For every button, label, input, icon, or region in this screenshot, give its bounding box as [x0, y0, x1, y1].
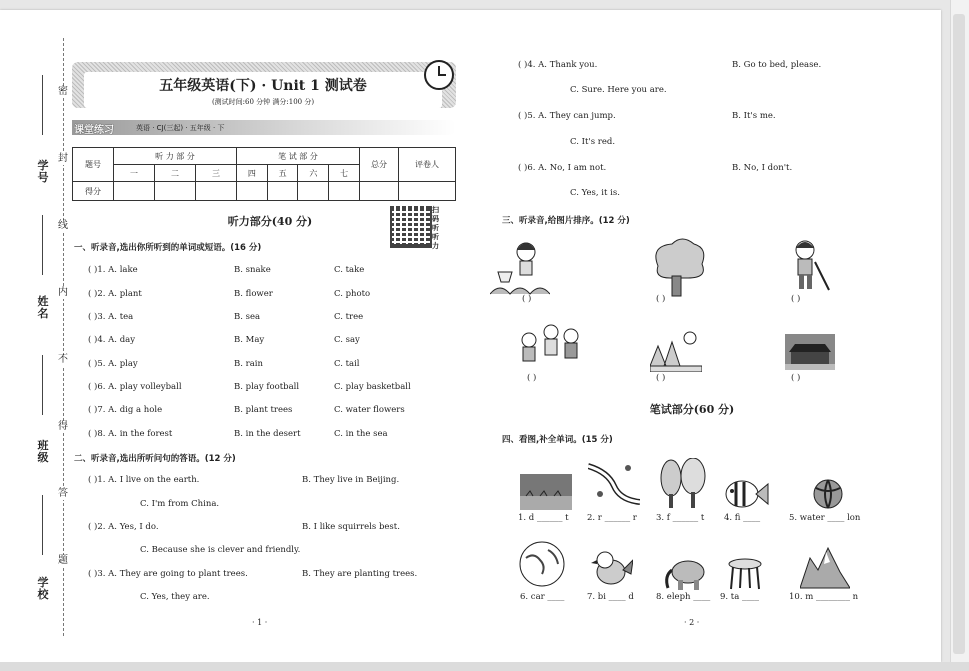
listening-section-title: 听力部分(40 分)	[227, 215, 313, 228]
p1-q5-a: ( )5. A. play	[88, 359, 138, 369]
seal-char: 题	[58, 555, 68, 566]
score-cell[interactable]	[196, 182, 237, 201]
word-blank-3[interactable]: 3. f ______ t	[656, 513, 705, 523]
col-number: 六	[298, 165, 329, 182]
girl-watering-picture	[490, 238, 550, 296]
score-cell[interactable]	[155, 182, 196, 201]
alarm-clock-icon	[424, 60, 454, 90]
qr-code-pattern	[390, 206, 428, 244]
mountain-picture	[800, 546, 850, 590]
brand-logo: 课堂练习	[74, 125, 114, 136]
seal-char: 不	[58, 354, 68, 365]
page-number: · 1 ·	[252, 618, 268, 627]
p2-q6-c: C. Yes, it is.	[570, 188, 620, 198]
horizontal-scrollbar[interactable]	[0, 662, 969, 671]
p1-q6-a: ( )6. A. play volleyball	[88, 382, 182, 392]
tree-picture	[648, 238, 706, 298]
seal-char: 密	[58, 86, 68, 97]
p1-q8-b: B. in the desert	[234, 429, 301, 439]
p1-q5-c: C. tail	[334, 359, 360, 369]
p2-q3-b: B. They are planting trees.	[302, 569, 418, 579]
p1-q6-c: C. play basketball	[334, 382, 411, 392]
p2-q5-b: B. It's me.	[732, 111, 776, 121]
word-blank-10[interactable]: 10. m ________ n	[789, 592, 859, 602]
score-cell[interactable]	[399, 182, 456, 201]
p1-q1-a: ( )1. A. lake	[88, 265, 138, 275]
col-number: 五	[267, 165, 298, 182]
p2-q6-b: B. No, I don't.	[732, 163, 793, 173]
p2-q3-a: ( )3. A. They are going to plant trees.	[88, 569, 248, 579]
score-cell[interactable]	[329, 182, 360, 201]
river-picture	[588, 456, 640, 508]
page-number: · 2 ·	[684, 618, 700, 627]
score-cell[interactable]	[114, 182, 155, 201]
p1-q3-a: ( )3. A. tea	[88, 312, 134, 322]
seal-char: 封	[58, 153, 68, 164]
score-cell[interactable]	[267, 182, 298, 201]
boy-digging-picture	[785, 238, 835, 296]
col-number: 三	[196, 165, 237, 182]
exam-subtitle: (测试时间:60 分钟 满分:100 分)	[211, 98, 315, 106]
part3-heading: 三、听录音,给图片排序。(12 分)	[502, 216, 630, 226]
p1-q2-c: C. photo	[334, 289, 371, 299]
score-table	[72, 147, 456, 201]
p2-q1-b: B. They live in Beijing.	[302, 475, 400, 485]
col-number: 七	[329, 165, 360, 182]
seal-line	[63, 38, 64, 636]
p2-q2-b: B. I like squirrels best.	[302, 522, 400, 532]
title-box	[84, 72, 442, 108]
info-bar	[72, 120, 456, 135]
seal-char: 线	[58, 220, 68, 231]
order-blank[interactable]: ( )	[791, 294, 801, 304]
word-blank-4[interactable]: 4. fi ____	[724, 513, 761, 523]
score-cell[interactable]	[360, 182, 399, 201]
course-info: 英语 · CJ(三起) · 五年级 · 下	[136, 124, 225, 132]
p2-q5-a: ( )5. A. They can jump.	[518, 111, 616, 121]
p1-q2-a: ( )2. A. plant	[88, 289, 142, 299]
p2-q5-c: C. It's red.	[570, 137, 616, 147]
p1-q1-b: B. snake	[234, 265, 271, 275]
p2-q4-c: C. Sure. Here you are.	[570, 85, 667, 95]
p2-q4-b: B. Go to bed, please.	[732, 60, 822, 70]
p2-q1-a: ( )1. A. I live on the earth.	[88, 475, 200, 485]
word-blank-8[interactable]: 8. eleph ____	[656, 592, 711, 602]
elephant-picture	[662, 556, 708, 592]
bird-picture	[589, 546, 633, 590]
p2-q6-a: ( )6. A. No, I am not.	[518, 163, 607, 173]
header-total: 总分	[360, 148, 399, 182]
p2-q3-c: C. Yes, they are.	[140, 592, 210, 602]
student-no-label: 学号	[37, 159, 49, 184]
part4-heading: 四、看图,补全单词。(15 分)	[502, 435, 613, 445]
part1-heading: 一、听录音,选出你所听到的单词或短语。(16 分)	[74, 243, 262, 253]
scrollbar-thumb[interactable]	[953, 14, 965, 654]
seal-char: 内	[58, 287, 68, 298]
score-row-label: 得分	[73, 182, 114, 201]
order-blank[interactable]: ( )	[522, 294, 532, 304]
tiananmen-picture	[785, 334, 835, 370]
p2-q1-c: C. I'm from China.	[140, 499, 220, 509]
p2-q4-a: ( )4. A. Thank you.	[518, 60, 598, 70]
p1-q4-b: B. May	[234, 335, 265, 345]
col-number: 一	[114, 165, 155, 182]
p2-q2-c: C. Because she is clever and friendly.	[140, 545, 301, 555]
p1-q7-b: B. plant trees	[234, 405, 293, 415]
children-playing-picture	[515, 320, 585, 372]
forest-picture	[657, 458, 709, 510]
order-blank[interactable]: ( )	[791, 373, 801, 383]
p1-q6-b: B. play football	[234, 382, 300, 392]
fish-picture	[722, 476, 770, 512]
score-cell[interactable]	[237, 182, 268, 201]
header-question: 题号	[73, 148, 114, 182]
seal-char: 答	[58, 488, 68, 499]
order-blank[interactable]: ( )	[656, 294, 666, 304]
score-cell[interactable]	[298, 182, 329, 201]
header-listening: 听 力 部 分	[114, 148, 237, 165]
word-blank-2[interactable]: 2. r ______ r	[587, 513, 637, 523]
forest-park-picture	[650, 330, 702, 372]
order-blank[interactable]: ( )	[527, 373, 537, 383]
exam-title: 五年级英语(下) · Unit 1 测试卷	[159, 78, 367, 94]
header-writing: 笔 试 部 分	[237, 148, 360, 165]
qr-caption: 扫码听听力	[432, 206, 439, 250]
class-label: 班级	[37, 439, 49, 464]
p1-q8-c: C. in the sea	[334, 429, 388, 439]
p1-q1-c: C. take	[334, 265, 365, 275]
writing-section-title: 笔试部分(60 分)	[649, 403, 735, 416]
table-picture	[727, 558, 763, 590]
fill-line	[42, 495, 43, 555]
p1-q4-c: C. say	[334, 335, 360, 345]
p1-q7-a: ( )7. A. dig a hole	[88, 405, 163, 415]
word-blank-5[interactable]: 5. water ____ lon	[789, 513, 861, 523]
desert-picture	[520, 474, 572, 510]
seal-char: 得	[58, 421, 68, 432]
earth-picture	[518, 540, 566, 588]
word-blank-9[interactable]: 9. ta ____	[720, 592, 759, 602]
watermelon-picture	[812, 478, 844, 510]
p1-q3-b: B. sea	[234, 312, 261, 322]
fill-line	[42, 215, 43, 275]
p1-q7-c: C. water flowers	[334, 405, 405, 415]
name-label: 姓名	[37, 295, 49, 320]
p1-q2-b: B. flower	[234, 289, 273, 299]
p1-q8-a: ( )8. A. in the forest	[88, 429, 173, 439]
p1-q4-a: ( )4. A. day	[88, 335, 135, 345]
header-grader: 评卷人	[399, 148, 456, 182]
school-label: 学校	[37, 576, 49, 601]
word-blank-1[interactable]: 1. d ______ t	[518, 513, 569, 523]
fill-line	[42, 75, 43, 135]
word-blank-6[interactable]: 6. car ____	[520, 592, 565, 602]
word-blank-7[interactable]: 7. bi ____ d	[587, 592, 634, 602]
p1-q5-b: B. rain	[234, 359, 263, 369]
p2-q2-a: ( )2. A. Yes, I do.	[88, 522, 159, 532]
col-number: 四	[237, 165, 268, 182]
order-blank[interactable]: ( )	[656, 373, 666, 383]
fill-line	[42, 355, 43, 415]
col-number: 二	[155, 165, 196, 182]
part2-heading: 二、听录音,选出所听问句的答语。(12 分)	[74, 454, 236, 464]
p1-q3-c: C. tree	[334, 312, 364, 322]
